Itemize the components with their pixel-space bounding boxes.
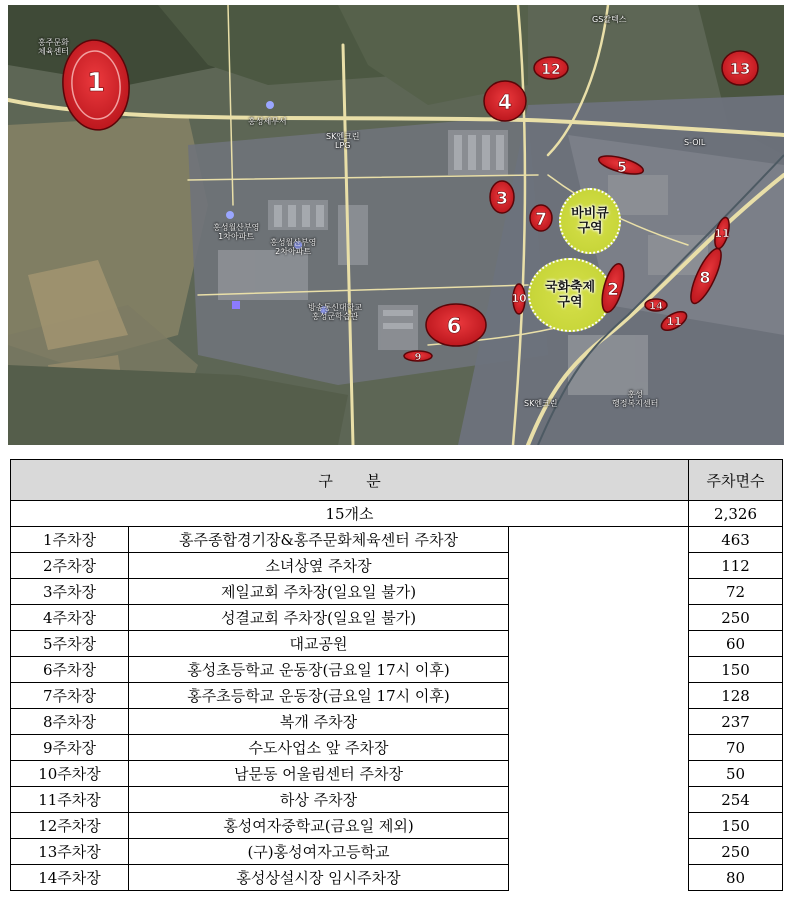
marker-number: 5 (617, 160, 627, 176)
parking-count-cell: 254 (689, 787, 783, 813)
lot-name-cell: 성결교회 주차장(일요일 불가) (129, 605, 509, 631)
marker-number: 10 (511, 292, 527, 305)
table-row (11, 709, 783, 735)
marker-number: 12 (541, 62, 561, 78)
empty-spacer-cell (509, 787, 689, 813)
lot-name-cell: 제일교회 주차장(일요일 불가) (129, 579, 509, 605)
table-row (11, 657, 783, 683)
lot-number-cell: 5주차장 (11, 631, 129, 657)
lot-name-cell: 소녀상옆 주차장 (129, 553, 509, 579)
total-count: 2,326 (689, 501, 783, 527)
marker-number: 8 (699, 268, 711, 287)
lot-number-cell: 6주차장 (11, 657, 129, 683)
parking-count-cell: 150 (689, 813, 783, 839)
lot-number-cell: 12주차장 (11, 813, 129, 839)
place-label: 홍성월산부영 1차아파트 (213, 223, 260, 241)
lot-number-cell: 14주차장 (11, 865, 129, 891)
place-label: 홍주문화 체육센터 (38, 38, 69, 56)
empty-spacer-cell (509, 553, 689, 579)
marker-number: 9 (414, 352, 422, 363)
table-row (11, 631, 783, 657)
lot-number-cell: 1주차장 (11, 527, 129, 553)
table-row (11, 761, 783, 787)
parking-map (8, 5, 784, 445)
lot-name-cell: 대교공원 (129, 631, 509, 657)
place-label: SK엔크린 (524, 399, 558, 408)
table-row (11, 813, 783, 839)
empty-spacer-cell (509, 709, 689, 735)
lot-name-cell: 홍주초등학교 운동장(금요일 17시 이후) (129, 683, 509, 709)
empty-spacer-cell (509, 683, 689, 709)
empty-spacer-cell (509, 527, 689, 553)
header-category: 구 분 (11, 460, 689, 501)
parking-table (10, 459, 783, 891)
marker-number: 2 (607, 280, 619, 300)
parking-count-cell: 112 (689, 553, 783, 579)
empty-spacer-cell (509, 631, 689, 657)
lot-number-cell: 13주차장 (11, 839, 129, 865)
lot-name-cell: 복개 주차장 (129, 709, 509, 735)
marker-number: 4 (498, 90, 512, 114)
parking-count-cell: 50 (689, 761, 783, 787)
parking-count-cell: 150 (689, 657, 783, 683)
marker-number: 11 (714, 227, 730, 240)
empty-spacer-cell (509, 839, 689, 865)
parking-count-cell: 72 (689, 579, 783, 605)
table-body (11, 527, 783, 891)
lot-number-cell: 7주차장 (11, 683, 129, 709)
lot-name-cell: 하상 주차장 (129, 787, 509, 813)
parking-count-cell: 80 (689, 865, 783, 891)
marker-number: 14 (649, 301, 663, 312)
empty-spacer-cell (509, 605, 689, 631)
empty-spacer-cell (509, 761, 689, 787)
table-row (11, 605, 783, 631)
lot-number-cell: 11주차장 (11, 787, 129, 813)
place-label: SK엔크린 LPG (326, 132, 360, 150)
marker-number: 1 (86, 68, 106, 98)
header-parking-count: 주차면수 (689, 460, 783, 501)
empty-spacer-cell (509, 813, 689, 839)
parking-count-cell: 70 (689, 735, 783, 761)
parking-count-cell: 128 (689, 683, 783, 709)
total-label: 15개소 (11, 501, 689, 527)
table-row (11, 553, 783, 579)
lot-name-cell: (구)홍성여자고등학교 (129, 839, 509, 865)
lot-name-cell: 홍주종합경기장&홍주문화체육센터 주차장 (129, 527, 509, 553)
lot-name-cell: 홍성상설시장 임시주차장 (129, 865, 509, 891)
parking-count-cell: 463 (689, 527, 783, 553)
table-header-row (11, 460, 783, 501)
place-label: 홍성월산부영 2차아파트 (270, 238, 317, 256)
place-label: GS칼텍스 (592, 15, 627, 24)
empty-spacer-cell (509, 735, 689, 761)
marker-number: 7 (535, 210, 547, 230)
marker-number: 3 (496, 189, 508, 209)
lot-name-cell: 홍성여자중학교(금요일 제외) (129, 813, 509, 839)
lot-number-cell: 2주차장 (11, 553, 129, 579)
marker-number: 13 (729, 60, 751, 78)
parking-markers (8, 5, 784, 445)
table-row (11, 735, 783, 761)
lot-number-cell: 8주차장 (11, 709, 129, 735)
lot-name-cell: 수도사업소 앞 주차장 (129, 735, 509, 761)
place-label: 홍성세무서 (248, 117, 287, 126)
lot-number-cell: 9주차장 (11, 735, 129, 761)
zone-label: 바비큐 구역 (571, 206, 609, 236)
table-row (11, 527, 783, 553)
place-label: S-OIL (684, 138, 706, 147)
table-row (11, 865, 783, 891)
lot-number-cell: 4주차장 (11, 605, 129, 631)
table-row (11, 683, 783, 709)
zone-label: 국화축제 구역 (544, 280, 596, 310)
parking-table-wrapper (10, 459, 782, 891)
table-row (11, 787, 783, 813)
table-row (11, 839, 783, 865)
table-row (11, 579, 783, 605)
parking-count-cell: 250 (689, 605, 783, 631)
lot-number-cell: 3주차장 (11, 579, 129, 605)
lot-number-cell: 10주차장 (11, 761, 129, 787)
table-total-row (11, 501, 783, 527)
parking-count-cell: 237 (689, 709, 783, 735)
lot-name-cell: 홍성초등학교 운동장(금요일 17시 이후) (129, 657, 509, 683)
parking-count-cell: 250 (689, 839, 783, 865)
empty-spacer-cell (509, 865, 689, 891)
lot-name-cell: 남문동 어울림센터 주차장 (129, 761, 509, 787)
marker-number: 6 (446, 314, 462, 338)
empty-spacer-cell (509, 579, 689, 605)
marker-number: 11 (666, 315, 682, 328)
empty-spacer-cell (509, 657, 689, 683)
parking-count-cell: 60 (689, 631, 783, 657)
place-label: 방송통신대학교 홍성군학습관 (308, 303, 363, 321)
place-label: 홍성 행정복지센터 (612, 390, 659, 408)
